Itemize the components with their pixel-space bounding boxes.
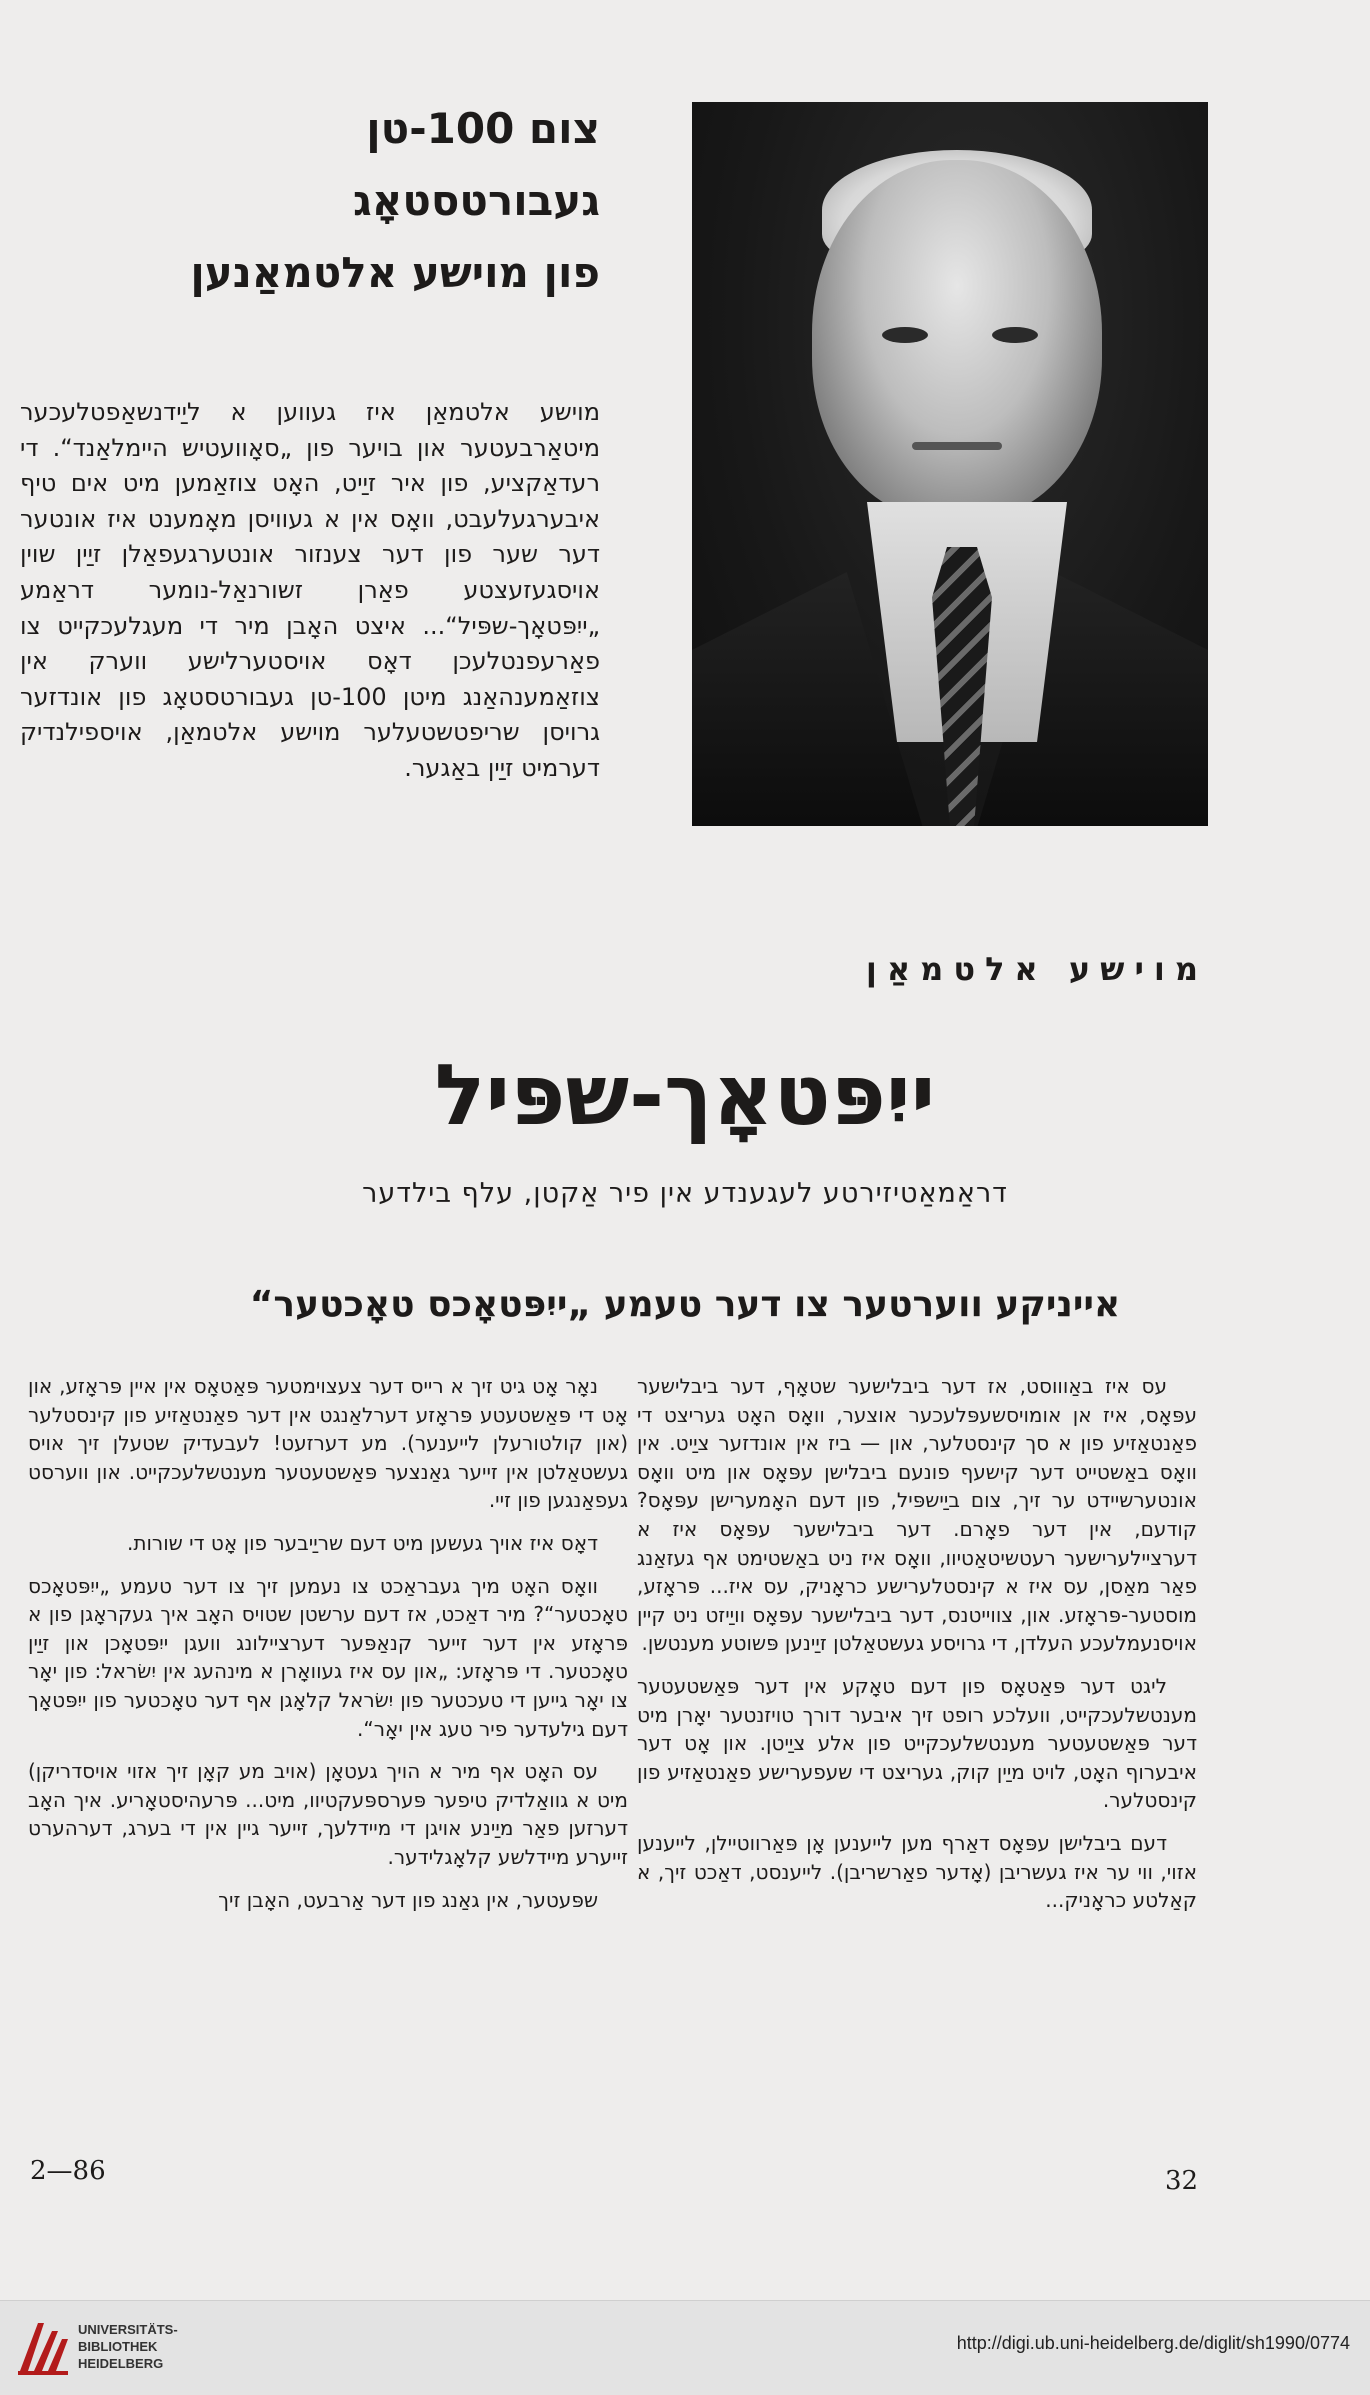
headline-line-1: צום 100-טן [366, 104, 600, 153]
digital-collection-url[interactable]: http://digi.ub.uni-heidelberg.de/diglit/sh1990/0774 [956, 2333, 1350, 2353]
play-title: ייִפּטאָך-שפּיל [434, 1046, 936, 1144]
paragraph: דעם ביבלישן עפּאָס דאַרף מען לייענען אָן פּאַרווטיילן, לייענען אזוי, ווי ער איז געשריבן (אָדער פאַרשריבן). לייענסט, דאַכט זיך, א קאַלטע כראָניק... [637, 1830, 1197, 1913]
text-column-right [637, 1372, 1197, 1929]
author-portrait-photo [692, 102, 1208, 826]
ub-heidelberg-logo-icon[interactable] [14, 2317, 70, 2377]
portrait-mouth [912, 442, 1002, 450]
article-headline [40, 98, 600, 314]
paragraph: עס איז באַוווסט, אז דער ביבלישער שטאָף, דער ביבלישער עפּאָס, איז אן אומויסשעפּלעכער אוצער, וואָס האָט געריצט די פאַנטאַזיע פון א סך קינסטלער, און — ביז אין אונדזער ציַיט. אין וואָס באַשטייט דער קישעף פונעם ביבלישן עפּאָס און מיט וואָס אונטערשיידט ער זיך, צום ביַישפּיל, פון דעם האָמערישן עפּאָס? קודעם, אין דער פאָרם. דער ביבלישער עפּאָס איז א דערציילערישער רעטשיטאַטיוו, וואָס איז ניט באַשטימט אף געזאַנג פאַר מאַסן, עס איז א קינסטלערישע כראָניק, עס איז... פּראָזע, מוסטער-פּראָזע. און, צווייטנס, דער ביבלישער עפּאָס וויַיזט ניט קיין אויסנעמלעכע העלדן, די גרויסע געשטאַלטן זיַינען פּשוטע מענטשן. [637, 1374, 1197, 1656]
paragraph: שפּעטער, אין גאַנג פון דער אַרבעט, האָבן זיך [218, 1887, 598, 1912]
portrait-eye-right [992, 327, 1038, 343]
paragraph: נאָר אָט גיט זיך א רייס דער צעצוימטער פּאַטאָס אין איין פּראָזע, און אָט די פּאַשטעטע פּראָזע דערלאַנגט אין דער פאַנטאַזיע פון קינסטלער (און קולטורעלן לייענער). מע דערזעט! לעבעדיק שטעלן זיך אויס געשטאַלטן אין זייער גאַנצער פּאַשטעטער מענטשלעכקייט. און ווערסט געפאַנגען פון זיי. [28, 1374, 628, 1513]
text-column-left [28, 1372, 628, 1928]
paragraph: וואָס האָט מיך געבראַכט צו נעמען זיך צו דער טעמע „ייִפּטאָכס טאָכטער“? מיר דאַכט, אז דעם ערשטן שטויס האָב איך געקראָגן פון א פּראָזע אין דער זייער קנאַפּער דערציילונג וועגן ייִפּטאָכן און זיַין טאָכטער. די פּראָזע: „און עס איז געוואָרן א מינהעג אין יִשׂראל: פון יאָר צו יאָר גייען די טעכטער פון יִשׂראל קלאָגן אף דער טאָכטער פון ייִפּטאָך דעם גילעדער פיר טעג אין יאָר“. [28, 1573, 628, 1741]
library-name-line-3: HEIDELBERG [78, 2356, 164, 2371]
headline-line-3: פון מוישע אלטמאַנען [190, 248, 600, 297]
play-subtitle: דראַמאַטיזירטע לעגענדע אין פיר אַקטן, עלף בילדער [362, 1178, 1008, 1209]
portrait-tie [932, 547, 992, 826]
library-name-line-1: UNIVERSITÄTS- [78, 2322, 178, 2337]
library-footer-bar [0, 2300, 1370, 2395]
page-number: 32 [1165, 2166, 1199, 2196]
paragraph: ליגט דער פּאַטאָס פון דעם טאָקע אין דער פּאַשטעטער מענטשלעכקייט, וועלכע רופט זיך איבער דורך טויזנטער יאָרן מיט דער פּאַשטעטער מענטשלעכקייט פון אלע ציַיטן. און אָט דער איבערוף האָט, לויט מיַין קוק, געריצט די שעפערישע פאַנטאַזיע פון קינסטלער. [637, 1673, 1197, 1813]
intro-paragraph: מוישע אלטמאַן איז געווען א ליַידנשאַפטלעכער מיטאַרבעטער און בויער פון „סאָוועטיש היימלאַנד“. די רעדאַקציע, פון איר זיַיט, האָט צוזאַמען מיט אים טיף איבערגעלעבט, וואָס אין א געוויסן מאָמענט איז אונטער דער שער פון דער צענזור אונטערגעפאַלן זיַין שוין אויסגעזעצטע פאַרן זשורנאַל-נומער דראַמע „ייִפּטאָך-שפּיל“... איצט האָבן מיר די מעגלעכקייט צו פאַרעפנטלעכן דאָס אויסטערלישע ווערק אין צוזאַמענהאַנג מיטן 100-טן געבורטסטאָג פון אונדזער גרויסן שריפטשטעלער מוישע אלטמאַן, אויספילנדיק דערמיט זיַין באַגער. [20, 398, 601, 782]
paragraph: דאָס איז אויך געשען מיט דעם שריַיבער פון אָט די שורות. [126, 1530, 598, 1555]
portrait-eye-left [882, 327, 928, 343]
play-author: מוישע אלטמאַן [865, 950, 1208, 988]
portrait-face [812, 160, 1102, 520]
library-name[interactable] [78, 2321, 178, 2372]
signature-mark: 2—86 [30, 2156, 106, 2186]
library-name-line-2: BIBLIOTHEK [78, 2339, 158, 2354]
section-heading: אייניקע ווערטער צו דער טעמע „ייִפּטאָכס טאָכטער“ [249, 1284, 1121, 1325]
headline-line-2: געבורטסטאָג [353, 176, 600, 225]
paragraph: עס האָט אף מיר א הויך געטאָן (אויב מע קאָן זיך אזוי אויסדריקן) מיט א גוואַלדיק טיפער פּערספּעקטיוו, מיט... פּרעהיסטאָריע. איך האָב דערזען פאַר מיַינע אויגן די מיידלעך, זייער גיין אין די בערג, דערהערט זייערע מיידלשע קלאָגלידער. [28, 1759, 628, 1869]
